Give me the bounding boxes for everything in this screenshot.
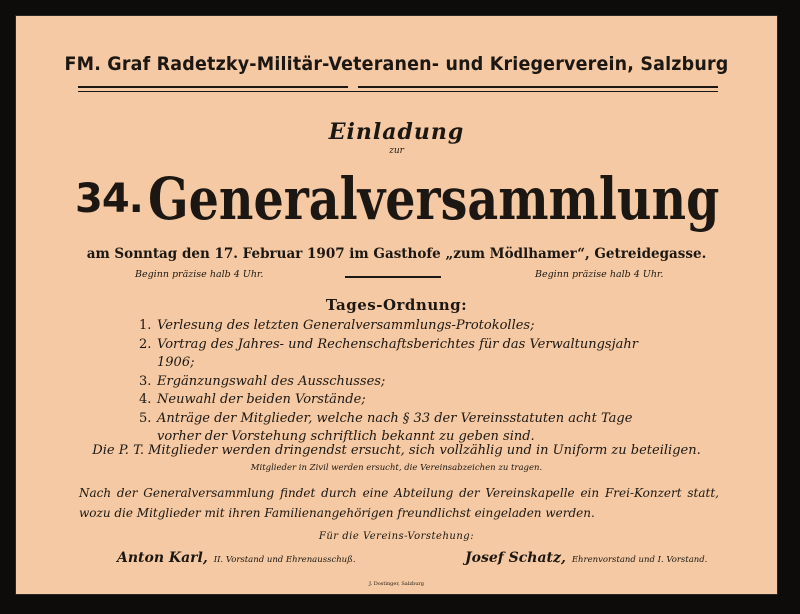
agenda-item: 4. Neuwahl der beiden Vorstände; <box>139 392 366 407</box>
headline-number: 34. <box>75 176 143 222</box>
signature-left <box>117 547 356 566</box>
invitation-title: Einladung <box>328 119 465 145</box>
invitation-zur: zur <box>389 146 404 156</box>
board-label: Für die Vereins-Vorstehung: <box>318 531 475 542</box>
signature-right-name: Josef Schatz, <box>465 550 566 566</box>
signature-right-role: Ehrenvorstand und I. Vorstand. <box>571 555 708 565</box>
agenda-item: 5. Anträge der Mitglieder, welche nach § 33 der Vereinsstatuten acht Tage vorher der Vorstehung schriftlich bekannt zu geben sind. <box>139 410 633 444</box>
agenda-list <box>139 317 679 447</box>
printer-imprint: J. Dostinger, Salzburg <box>368 581 425 587</box>
signature-right <box>465 547 707 566</box>
signature-left-name: Anton Karl, <box>117 550 208 566</box>
beginn-right: Beginn präzise halb 4 Uhr. <box>535 269 664 280</box>
organization-header: FM. Graf Radetzky-Militär-Veteranen- und Kriegerverein, Salzburg <box>64 53 729 75</box>
beginn-divider <box>345 276 441 278</box>
header-rule-left <box>78 86 348 88</box>
poster-sheet <box>15 15 778 595</box>
appeal-text: Die P. T. Mitglieder werden dringendst ersucht, sich vollzählig und in Uniform zu beteiligen. <box>92 443 701 458</box>
concert-text: Nach der Generalversammlung findet durch eine Abteilung der Vereinskapelle ein Frei-Konzert statt, wozu die Mitglieder mit ihren Familienangehörigen freundlichst eingeladen werden. <box>79 486 719 520</box>
header-rule-under <box>78 91 718 92</box>
agenda-item: 3. Ergänzungswahl des Ausschusses; <box>139 373 386 389</box>
appeal-note: Mitglieder in Zivil werden ersucht, die Vereinsabzeichen zu tragen. <box>250 463 543 473</box>
header-rule-right <box>358 86 718 88</box>
headline-word: Generalversammlung <box>147 165 720 233</box>
date-line: am Sonntag den 17. Februar 1907 im Gasthofe „zum Mödlhamer“, Getreidegasse. <box>86 246 707 262</box>
agenda-title: Tages-Ordnung: <box>325 296 468 314</box>
agenda-item: 2. Vortrag des Jahres- und Rechenschaftsberichtes für das Verwaltungsjahr 1906; <box>139 336 638 370</box>
agenda-item: 1. Verlesung des letzten Generalversammlungs-Protokolles; <box>139 318 535 333</box>
signature-left-role: II. Vorstand und Ehrenausschuß. <box>213 555 356 565</box>
headline <box>75 165 718 233</box>
beginn-left: Beginn präzise halb 4 Uhr. <box>135 269 264 280</box>
